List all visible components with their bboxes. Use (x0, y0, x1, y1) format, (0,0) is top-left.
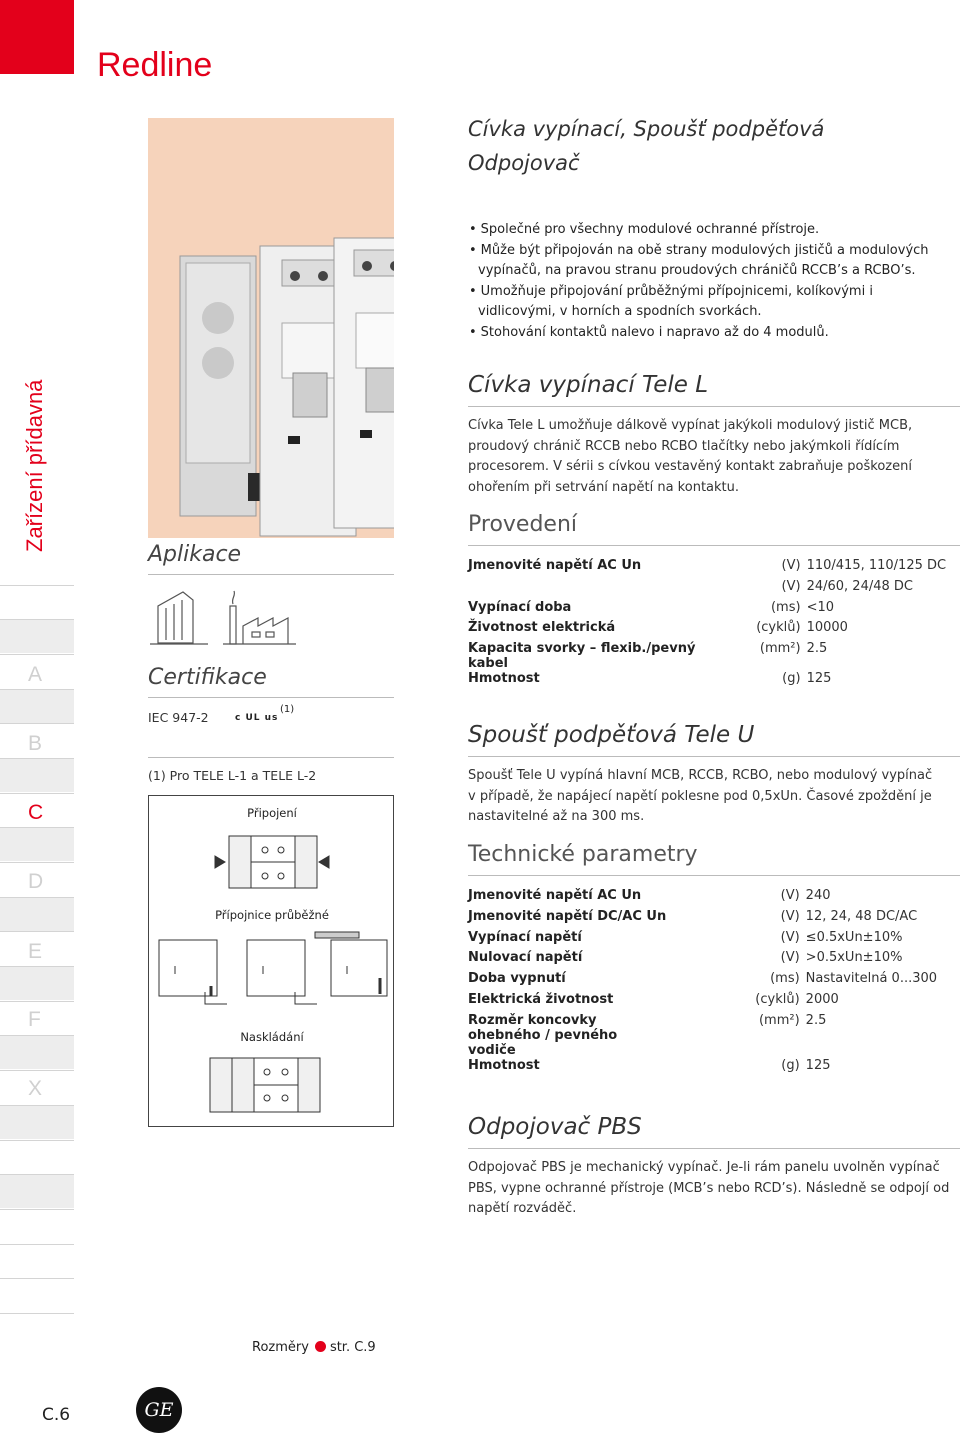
pbs-description: Odpojovač PBS je mechanický vypínač. Je-li rám panelu uvolněn vypínač PBS, vypne ochranné přístroje (MCB’s nebo RCD’s). Následně se odpojí od napětí rozváděč. (468, 1160, 950, 1216)
modular-devices-illustration (148, 118, 394, 538)
pbs-rule (468, 1148, 960, 1149)
ge-logo: GE (136, 1387, 182, 1433)
spec-row: Elektrická životnost (cyklů) 2000 (468, 991, 839, 1007)
page-title-line2: Odpojovač (468, 151, 580, 175)
footnote-rule (148, 757, 394, 758)
dimensions-label: Rozměry (252, 1340, 309, 1355)
index-letter-f[interactable]: F (28, 1008, 41, 1031)
naskladani-label: Naskládání (240, 1030, 304, 1044)
busbar-diagram (155, 926, 391, 1016)
side-section-title: Zařízení přídavná (22, 379, 47, 552)
spec-row: Vypínací napětí (V) ≤0.5xUn±10% (468, 929, 903, 945)
tele-l-heading: Cívka vypínací Tele L (468, 372, 709, 398)
feature-item: • Společné pro všechny modulové ochranné přístroje. (468, 220, 948, 241)
building-industry-icon (148, 588, 298, 648)
tele-u-rule (468, 756, 960, 757)
tele-u-description: Spoušť Tele U vypíná hlavní MCB, RCCB, RCBO, nebo modulový vypínač v případě, že napájecí napětí poklesne pod 0,5xUn. Časové zpoždění je nastavitelné až na 300 ms. (468, 768, 933, 824)
ul-certification-mark: c UL us (235, 713, 279, 723)
index-letter-a[interactable]: A (28, 663, 43, 686)
certifikace-heading: Certifikace (148, 665, 267, 690)
feature-item: • Může být připojován na obě strany modulových jističů a modulových vypínačů, na pravou stranu proudových chráničů RCCB’s a RCBO’s. (468, 241, 948, 282)
index-letter-c[interactable]: C (28, 801, 44, 824)
tele-u-spec-table (468, 888, 960, 1079)
connection-diagram (209, 826, 335, 896)
dimensions-page: str. C.9 (329, 1340, 376, 1355)
tele-l-description: Cívka Tele L umožňuje dálkově vypínat jakýkoli modulový jistič MCB, proudový chránič RCCB nebo RCBO tlačítky nebo jakýmkoli řídícím procesorem. V sérii s cívkou vestavěný kontakt zabraňuje poškození ohořením při setrvání napětí na kontaktu. (468, 418, 913, 495)
spec-row: Nulovací napětí (V) >0.5xUn±10% (468, 950, 903, 966)
spec-row: Rozměr koncovky ohebného / pevného vodiče (mm²) 2.5 (468, 1012, 827, 1058)
wiring-diagram-box (148, 795, 394, 1127)
technicke-parametry-rule (468, 875, 960, 876)
brand-color-block (0, 0, 74, 74)
spec-row: Kapacita svorky – flexib./pevný kabel (mm²) 2.5 (468, 641, 828, 672)
spec-row: Jmenovité napětí AC Un (V) 240 (468, 888, 831, 903)
footnote: (1) Pro TELE L-1 a TELE L-2 (148, 768, 317, 783)
feature-item: • Umožňuje připojování průběžnými přípojnicemi, kolíkovými i vidlicovými, v horních a spodních svorkách. (468, 282, 948, 323)
page-title (468, 112, 824, 180)
index-letter-d[interactable]: D (28, 870, 44, 893)
page-title-line1: Cívka vypínací, Spoušť podpěťová (468, 117, 825, 141)
tele-l-spec-table (468, 558, 960, 692)
spec-row: Vypínací doba (ms) <10 (468, 599, 835, 615)
brand-title: Redline (97, 46, 213, 84)
spec-row: Doba vypnutí (ms) Nastavitelná 0...300 (468, 971, 938, 987)
stacking-diagram (204, 1050, 340, 1120)
technicke-parametry-heading: Technické parametry (468, 842, 698, 867)
aplikace-heading: Aplikace (148, 542, 242, 567)
aplikace-rule (148, 574, 394, 575)
spec-row: Hmotnost (g) 125 (468, 671, 832, 687)
index-letter-e[interactable]: E (28, 940, 43, 963)
feature-item: • Stohování kontaktů nalevo i napravo až do 4 modulů. (468, 323, 948, 344)
spec-row: Jmenovité napětí AC Un (V) 110/415, 110/125 DC (468, 558, 947, 573)
ul-note: (1) (280, 704, 295, 715)
pripojeni-label: Připojení (247, 806, 297, 820)
tele-u-heading: Spoušť podpěťová Tele U (468, 722, 755, 748)
product-photo (148, 118, 394, 538)
certifikace-rule (148, 697, 394, 698)
dimensions-reference[interactable] (252, 1340, 376, 1355)
index-letter-x[interactable]: X (28, 1077, 43, 1100)
spec-row: Hmotnost (g) 125 (468, 1057, 831, 1073)
provedeni-heading: Provedení (468, 512, 578, 537)
spec-row: Životnost elektrická (cyklů) 10000 (468, 620, 848, 636)
pbs-heading: Odpojovač PBS (468, 1114, 642, 1140)
feature-list (468, 220, 948, 343)
page-number: C.6 (42, 1405, 71, 1425)
tele-l-rule (468, 406, 960, 407)
red-dot-icon (315, 1341, 326, 1352)
spec-row: (V) 24/60, 24/48 DC (781, 578, 913, 594)
spec-row: Jmenovité napětí DC/AC Un (V) 12, 24, 48 DC/AC (468, 908, 918, 924)
provedeni-rule (468, 545, 960, 546)
index-letter-b[interactable]: B (28, 732, 43, 755)
iec-standard: IEC 947-2 (148, 710, 209, 725)
pripojnice-label: Přípojnice průběžné (215, 908, 329, 922)
